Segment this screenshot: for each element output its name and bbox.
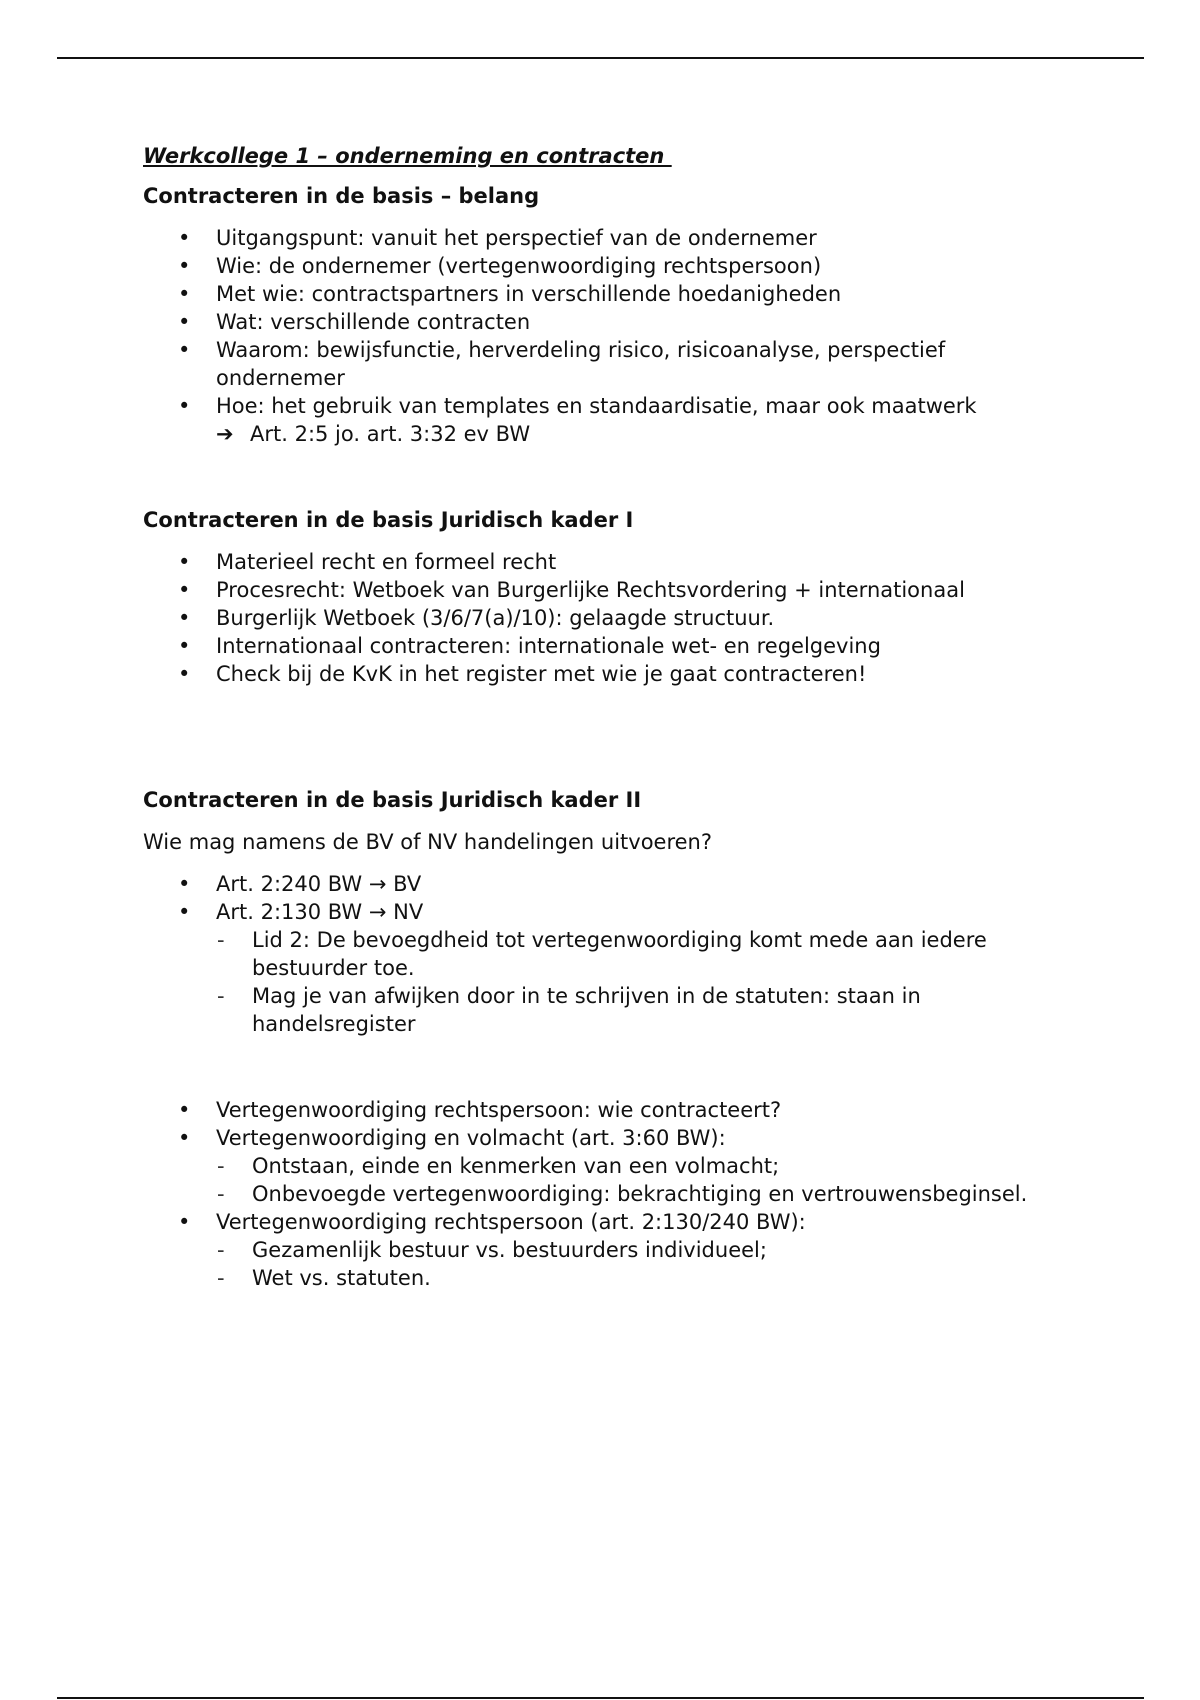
- bullet-list-juridisch-kader-1: [143, 548, 1043, 688]
- sub-list-item: - Wet vs. statuten.: [216, 1264, 1043, 1292]
- section-heading-juridisch-kader-1: Contracteren in de basis Juridisch kader I: [143, 508, 634, 532]
- list-item: [143, 1208, 1043, 1292]
- list-item: [143, 1124, 1043, 1208]
- arrow-right-icon: ➔: [216, 422, 234, 446]
- document-body: [143, 142, 1043, 1292]
- page-bottom-rule: [57, 1697, 1144, 1699]
- list-item: • Procesrecht: Wetboek van Burgerlijke Rechtsvordering + internationaal: [143, 576, 1043, 604]
- sub-list-rechtspersoon: [216, 1236, 1043, 1292]
- sub-list-item: - Lid 2: De bevoegdheid tot vertegenwoordiging komt mede aan iedere bestuurder toe.: [216, 926, 1043, 982]
- sub-list-item: - Onbevoegde vertegenwoordiging: bekrachtiging en vertrouwensbeginsel.: [216, 1180, 1043, 1208]
- list-item: • Check bij de KvK in het register met wie je gaat contracteren!: [143, 660, 1043, 688]
- list-item: • Materieel recht en formeel recht: [143, 548, 1043, 576]
- list-item: [143, 898, 1043, 1038]
- section-heading-belang: Contracteren in de basis – belang: [143, 184, 540, 208]
- list-item: • Hoe: het gebruik van templates en standaardisatie, maar ook maatwerk: [143, 392, 1043, 420]
- bullet-list-vertegenwoordiging: [143, 1096, 1043, 1292]
- list-item: • Art. 2:240 BW → BV: [143, 870, 1043, 898]
- list-item: • Vertegenwoordiging rechtspersoon: wie contracteert?: [143, 1096, 1043, 1124]
- list-item-text: Vertegenwoordiging rechtspersoon (art. 2:130/240 BW):: [216, 1210, 806, 1234]
- list-item-text: Vertegenwoordiging en volmacht (art. 3:60 BW):: [216, 1126, 726, 1150]
- list-item: • Wat: verschillende contracten: [143, 308, 1043, 336]
- page-top-rule: [57, 57, 1144, 59]
- list-item: • Wie: de ondernemer (vertegenwoordiging rechtspersoon): [143, 252, 1043, 280]
- list-item: • Met wie: contractspartners in verschillende hoedanigheden: [143, 280, 1043, 308]
- section-heading-juridisch-kader-2: Contracteren in de basis Juridisch kader II: [143, 788, 642, 812]
- sub-list-item: - Gezamenlijk bestuur vs. bestuurders individueel;: [216, 1236, 1043, 1264]
- bullet-list-belang: [143, 224, 1043, 420]
- sub-list-volmacht: [216, 1152, 1043, 1208]
- list-item: • Waarom: bewijsfunctie, herverdeling risico, risicoanalyse, perspectief ondernemer: [143, 336, 1043, 392]
- arrow-reference: [143, 420, 1043, 448]
- list-item: • Uitgangspunt: vanuit het perspectief van de ondernemer: [143, 224, 1043, 252]
- sub-list-item: - Ontstaan, einde en kenmerken van een volmacht;: [216, 1152, 1043, 1180]
- list-item-text: Art. 2:130 BW → NV: [216, 900, 424, 924]
- bullet-list-bv-nv: [143, 870, 1043, 1038]
- arrow-reference-text: Art. 2:5 jo. art. 3:32 ev BW: [250, 422, 531, 446]
- section-intro: Wie mag namens de BV of NV handelingen uitvoeren?: [143, 830, 713, 854]
- document-title: Werkcollege 1 – onderneming en contracten: [143, 144, 672, 168]
- list-item: • Internationaal contracteren: internationale wet- en regelgeving: [143, 632, 1043, 660]
- sub-list-item: - Mag je van afwijken door in te schrijven in de statuten: staan in handelsregister: [216, 982, 1043, 1038]
- sub-list-nv: [216, 926, 1043, 1038]
- list-item: • Burgerlijk Wetboek (3/6/7(a)/10): gelaagde structuur.: [143, 604, 1043, 632]
